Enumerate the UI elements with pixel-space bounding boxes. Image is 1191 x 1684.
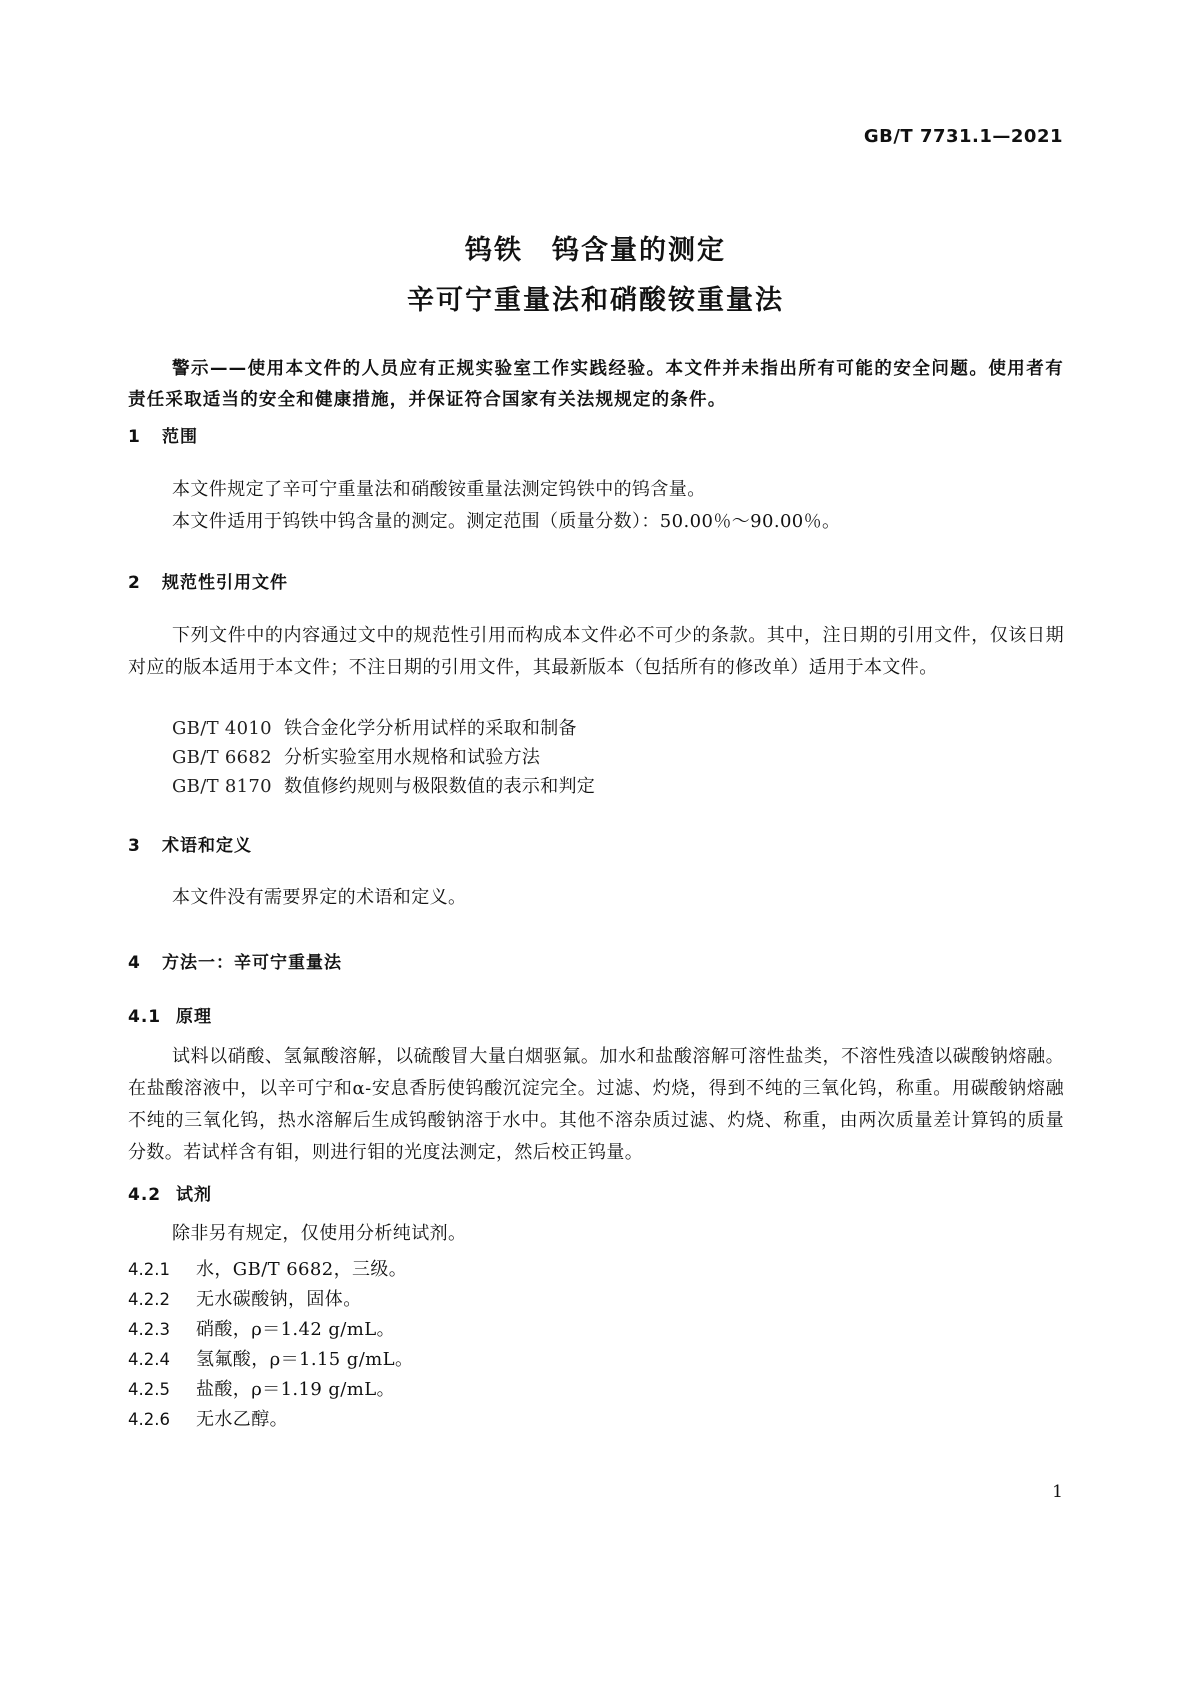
normative-reference <box>172 743 540 769</box>
section-4-2-intro <box>128 1218 1064 1250</box>
section-number: 4.2 <box>128 1185 162 1205</box>
reagent-item <box>128 1375 395 1401</box>
section-title: 试剂 <box>176 1185 212 1205</box>
section-title: 范围 <box>162 427 198 447</box>
section-4-1-body <box>128 1041 1064 1169</box>
section-number: 1 <box>128 427 141 447</box>
item-number: 4.2.2 <box>128 1290 170 1309</box>
reference-title: 分析实验室用水规格和试验方法 <box>284 747 541 768</box>
item-text: 无水乙醇。 <box>196 1409 288 1430</box>
normative-reference <box>172 772 595 798</box>
item-number: 4.2.6 <box>128 1410 170 1429</box>
section-4-2-heading <box>128 1180 212 1205</box>
reference-code: GB/T 4010 <box>172 718 272 739</box>
title-line-1: 钨铁 钨含量的测定 <box>465 235 726 266</box>
item-text: 无水碳酸钠，固体。 <box>196 1289 362 1310</box>
title-line-2: 辛可宁重量法和硝酸铵重量法 <box>407 285 784 316</box>
section-number: 2 <box>128 573 141 593</box>
section-4-1-heading <box>128 1002 212 1027</box>
section-number: 4 <box>128 953 141 973</box>
item-text: 水，GB/T 6682，三级。 <box>196 1259 408 1280</box>
reference-title: 数值修约规则与极限数值的表示和判定 <box>284 776 596 797</box>
section-title: 原理 <box>176 1007 212 1027</box>
section-2-heading <box>128 568 288 593</box>
section-title: 术语和定义 <box>162 836 252 856</box>
reagent-item <box>128 1255 407 1281</box>
reference-code: GB/T 8170 <box>172 776 272 797</box>
warning-paragraph: 警示——使用本文件的人员应有正规实验室工作实践经验。本文件并未指出所有可能的安全问题。使用者有责任采取适当的安全和健康措施，并保证符合国家有关法规规定的条件。 <box>128 359 1064 410</box>
reference-title: 铁合金化学分析用试样的采取和制备 <box>284 718 577 739</box>
item-number: 4.2.1 <box>128 1260 170 1279</box>
paragraph: 试料以硝酸、氢氟酸溶解，以硫酸冒大量白烟驱氟。加水和盐酸溶解可溶性盐类，不溶性残渣以碳酸钠熔融。在盐酸溶液中，以辛可宁和α-安息香肟使钨酸沉淀完全。过滤、灼烧，得到不纯的三氧化钨，称重。用碳酸钠熔融不纯的三氧化钨，热水溶解后生成钨酸钠溶于水中。其他不溶杂质过滤、灼烧、称重，由两次质量差计算钨的质量分数。若试样含有钼，则进行钼的光度法测定，然后校正钨量。 <box>128 1046 1064 1163</box>
reagent-item <box>128 1285 362 1311</box>
paragraph: 本文件规定了辛可宁重量法和硝酸铵重量法测定钨铁中的钨含量。 <box>172 479 706 500</box>
item-text: 氢氟酸，ρ＝1.15 g/mL。 <box>196 1349 414 1370</box>
reagent-item <box>128 1345 413 1371</box>
section-title: 规范性引用文件 <box>162 573 288 593</box>
section-3-heading <box>128 831 252 856</box>
item-text: 盐酸，ρ＝1.19 g/mL。 <box>196 1379 395 1400</box>
paragraph: 本文件适用于钨铁中钨含量的测定。测定范围（质量分数）：50.00％～90.00％。 <box>172 511 841 532</box>
paragraph: 本文件没有需要界定的术语和定义。 <box>172 887 467 908</box>
page-number: 1 <box>1052 1482 1063 1502</box>
paragraph: 除非另有规定，仅使用分析纯试剂。 <box>172 1223 467 1244</box>
reagent-item <box>128 1315 395 1341</box>
item-text: 硝酸，ρ＝1.42 g/mL。 <box>196 1319 395 1340</box>
section-1-heading <box>128 422 198 447</box>
section-title: 方法一：辛可宁重量法 <box>162 953 342 973</box>
item-number: 4.2.4 <box>128 1350 170 1369</box>
section-number: 3 <box>128 836 141 856</box>
section-3-body <box>128 882 1064 914</box>
section-number: 4.1 <box>128 1007 162 1027</box>
item-number: 4.2.5 <box>128 1380 170 1399</box>
section-1-body <box>128 474 1064 538</box>
reference-code: GB/T 6682 <box>172 747 272 768</box>
standard-number: GB/T 7731.1—2021 <box>863 126 1063 147</box>
item-number: 4.2.3 <box>128 1320 170 1339</box>
normative-reference <box>172 714 577 740</box>
reagent-item <box>128 1405 288 1431</box>
paragraph: 下列文件中的内容通过文中的规范性引用而构成本文件必不可少的条款。其中，注日期的引用文件，仅该日期对应的版本适用于本文件；不注日期的引用文件，其最新版本（包括所有的修改单）适用于本文件。 <box>128 625 1064 678</box>
section-4-heading <box>128 948 342 973</box>
section-2-body <box>128 620 1064 684</box>
